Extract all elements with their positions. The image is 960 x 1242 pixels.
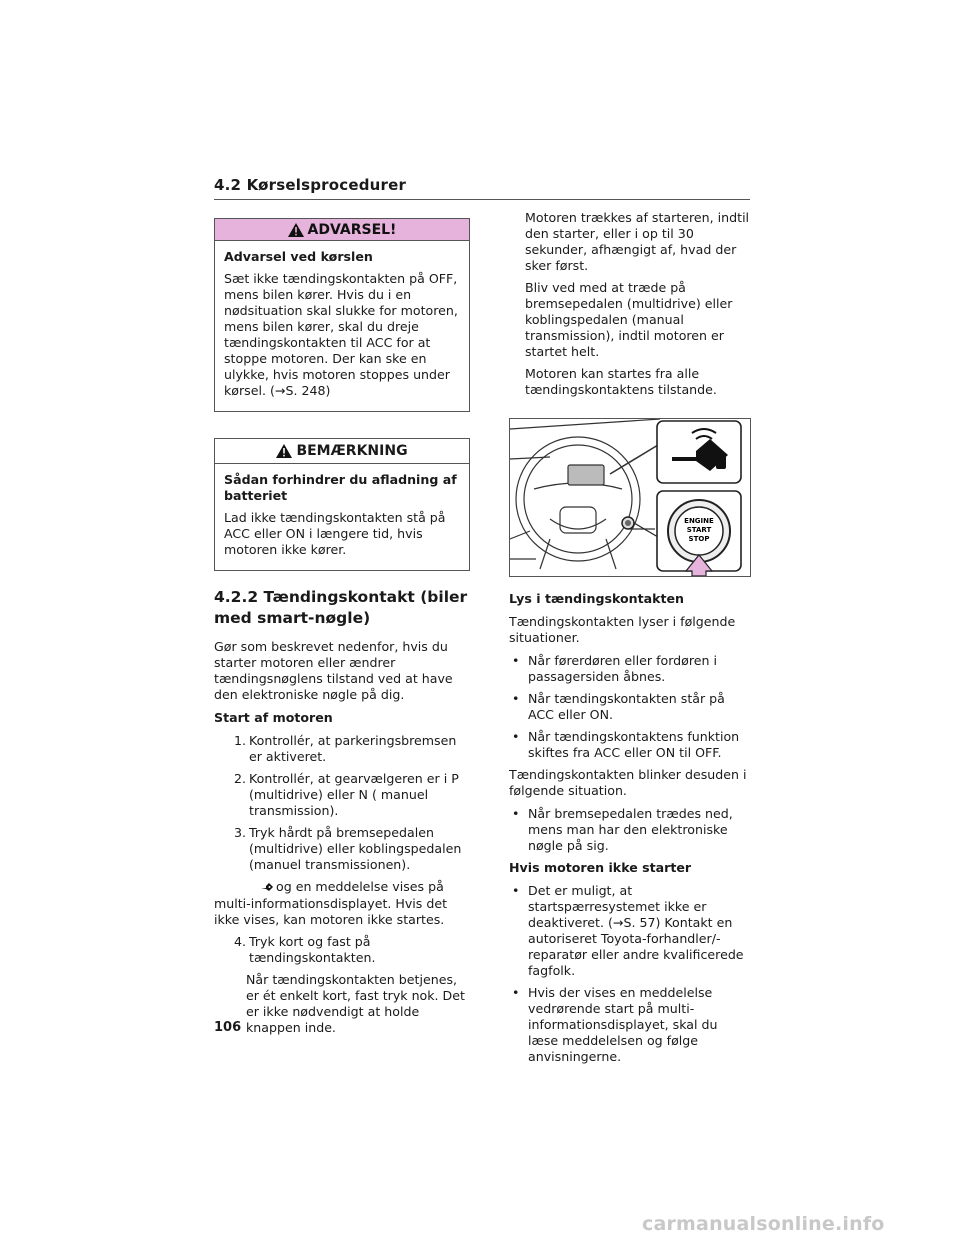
no-start-bullet: • Hvis der vises en meddelelse vedrørende start på multi-informationsdisplayet, skal du læse meddelelsen og følge anvisningerne. [512, 985, 718, 1064]
lights-bullet: • Når førerdøren eller fordøren i passagersiden åbnes. [512, 653, 717, 684]
notice-box [214, 438, 470, 571]
section-header: 4.2 Kørselsprocedurer [214, 176, 407, 194]
step-3: 3. Tryk hårdt på bremsepedalen (multidrive) eller koblingspedalen (manuel transmissionen). [233, 825, 462, 872]
right-column [509, 210, 751, 1071]
section-intro: Gør som beskrevet nedenfor, hvis du starter motoren eller ændrer tændingsnøglens tilstand ved at have den elektroniske nøgle på dig. [214, 639, 453, 702]
warning-triangle-icon [288, 223, 304, 237]
start-heading: Start af motoren [214, 710, 333, 725]
step-3-note: og en meddelelse vises på multi-informationsdisplayet. Hvis det ikke vises, kan motoren ikke startes. [214, 879, 448, 927]
notice-subtitle: Sådan forhindrer du afladning af batteriet [224, 472, 457, 503]
key-indicator-icon [260, 882, 274, 892]
warning-subtitle: Advarsel ved kørslen [224, 249, 373, 264]
left-column [214, 218, 470, 1042]
step-4-note-2: Motoren trækkes af starteren, indtil den starter, eller i op til 30 sekunder, afhængigt af, hvad der sker først. [525, 210, 750, 273]
blink-intro: Tændingskontakten blinker desuden i følgende situation. [509, 767, 747, 798]
step-4-note-4: Motoren kan startes fra alle tændingskontaktens tilstande. [525, 366, 717, 397]
step-4: 4. Tryk kort og fast på tændingskontakten. [233, 933, 376, 965]
notice-title: BEMÆRKNING [296, 443, 408, 459]
dashboard-drawing [510, 419, 750, 576]
notice-text: Lad ikke tændingskontakten stå på ACC eller ON i længere tid, hvis motoren ikke kører. [224, 510, 446, 557]
notice-triangle-icon [276, 444, 292, 458]
step-2: 2. Kontrollér, at gearvælgeren er i P (multidrive) eller N ( manuel transmission). [233, 771, 459, 818]
warning-box [214, 218, 470, 412]
no-start-bullet: • Det er muligt, at startspærresystemet ikke er deaktiveret. (→S. 57) Kontakt en autoriseret Toyota-forhandler/-reparatør eller andre kvalificerede fagfolk. [512, 883, 744, 978]
step-4-note-1: Når tændingskontakten betjenes, er ét enkelt kort, fast tryk nok. Det er ikke nødvendigt at holde knappen inde. [246, 971, 465, 1035]
page-number: 106 [214, 1020, 242, 1035]
svg-text:START: START [686, 526, 712, 534]
svg-text:ENGINE: ENGINE [684, 517, 714, 525]
lights-heading: Lys i tændingskontakten [509, 591, 685, 606]
warning-box-header [215, 219, 469, 241]
header-divider [214, 199, 750, 200]
notice-box-header [215, 439, 469, 464]
no-start-heading: Hvis motoren ikke starter [509, 860, 692, 875]
section-heading: 4.2.2 Tændingskontakt (biler med smart-nøgle) [214, 588, 468, 627]
step-4-note-3: Bliv ved med at træde på bremsepedalen (multidrive) eller koblingspedalen (manual transmission), indtil motoren er startet helt. [525, 280, 733, 359]
blink-bullet: • Når bremsepedalen trædes ned, mens man har den elektroniske nøgle på sig. [512, 806, 733, 853]
svg-text:STOP: STOP [688, 535, 710, 543]
lights-intro: Tændingskontakten lyser i følgende situationer. [509, 614, 736, 645]
warning-title: ADVARSEL! [307, 221, 397, 238]
lights-bullet: • Når tændingskontakten står på ACC eller ON. [512, 691, 725, 722]
warning-text: Sæt ikke tændingskontakten på OFF, mens bilen kører. Hvis du i en nødsituation skal slukke for motoren, mens bilen kører, skal du dreje tændingskontakten til ACC for at stoppe motoren. Der kan ske en ulykke, hvis motoren stoppes under kørsel. (→S. 248) [224, 271, 458, 398]
watermark: carmanualsonline.info [642, 1213, 885, 1235]
ignition-switch-illustration [509, 418, 751, 577]
step-1: 1. Kontrollér, at parkeringsbremsen er aktiveret. [233, 733, 457, 764]
lights-bullet: • Når tændingskontaktens funktion skiftes fra ACC eller ON til OFF. [512, 729, 740, 760]
